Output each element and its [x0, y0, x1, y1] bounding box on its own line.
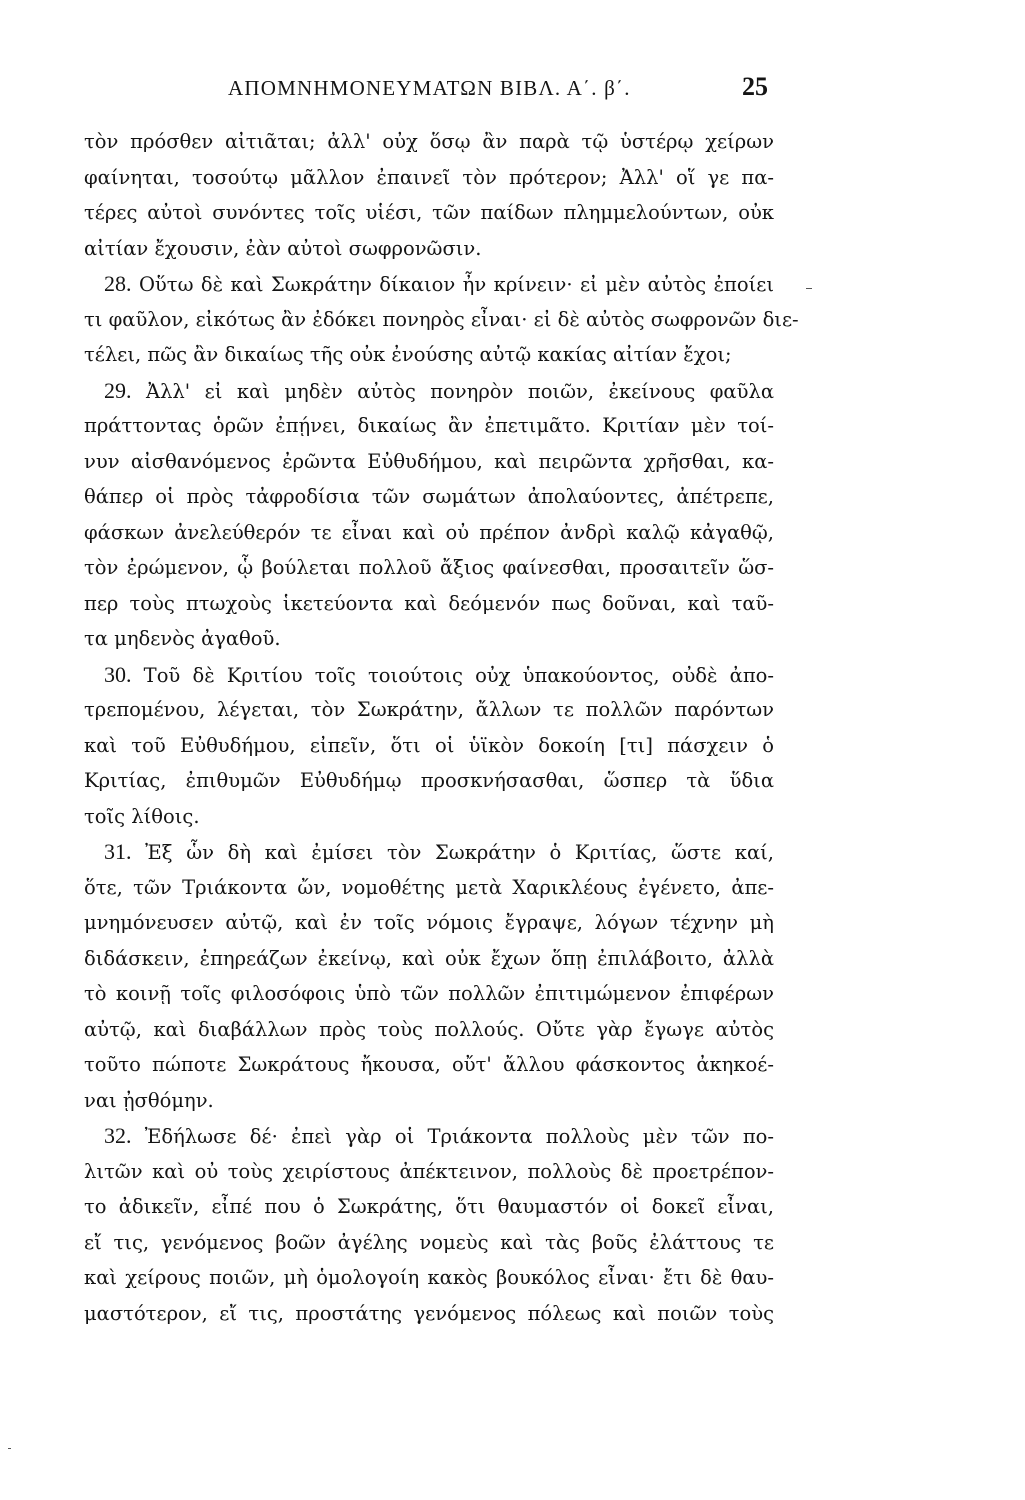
paragraph-31 [84, 834, 774, 1118]
paragraph-continuation [84, 124, 774, 266]
text-line: τὸ κοινῇ τοῖς φιλοσόφοις ὑπὸ τῶν πολλῶν ἐπιτιμώμενον ἐπιφέρων [84, 982, 774, 1005]
text-line: φάσκων ἀνελεύθερόν τε εἶναι καὶ οὐ πρέπον ἀνδρὶ καλῷ κἀγαθῷ, [84, 520, 774, 544]
text-line: αἰτίαν ἔχουσιν, ἐὰν αὐτοὶ σωφρονῶσιν. [84, 236, 482, 260]
section-number: 28. [104, 271, 132, 296]
text-line: τι φαῦλον, εἰκότως ἂν ἐδόκει πονηρὸς εἶναι· εἰ δὲ αὐτὸς σωφρονῶν διε- [84, 307, 799, 331]
text-line-content: Ἐξ ὧν δὴ καὶ ἐμίσει τὸν Σωκράτην ὁ Κριτίας, ὥστε καί, [131, 841, 774, 864]
margin-speck [806, 288, 812, 289]
text-line: τοῦτο πώποτε Σωκράτους ἤκουσα, οὔτ' ἄλλου φάσκοντος ἀκηκοέ- [84, 1053, 774, 1076]
text-line: μνημόνευσεν αὐτῷ, καὶ ἐν τοῖς νόμοις ἔγραψε, λόγων τέχνην μὴ [84, 911, 774, 934]
text-line [84, 834, 774, 870]
text-line: πράττοντας ὁρῶν ἐπῄνει, δικαίως ἂν ἐπετιμᾶτο. Κριτίαν μὲν τοί- [84, 414, 774, 437]
text-line: λιτῶν καὶ οὐ τοὺς χειρίστους ἀπέκτεινον, πολλοὺς δὲ προετρέπον- [84, 1159, 774, 1183]
text-line: το ἀδικεῖν, εἶπέ που ὁ Σωκράτης, ὅτι θαυμαστόν οἱ δοκεῖ εἶναι, [84, 1195, 774, 1218]
text-line [84, 373, 774, 409]
text-line: εἴ τις, γενόμενος βοῶν ἀγέλης νομεὺς καὶ τὰς βοῦς ἐλάττους τε [84, 1230, 774, 1254]
page-number: 25 [742, 72, 768, 101]
paragraph-28 [84, 266, 799, 373]
text-line: τέλει, πῶς ἂν δικαίως τῆς οὐκ ἐνούσης αὐτῷ κακίας αἰτίαν ἔχοι; [84, 343, 732, 366]
text-line: τέρες αὐτοὶ συνόντες τοῖς υἱέσι, τῶν παίδων πλημμελούντων, οὐκ [84, 201, 774, 224]
text-line: θάπερ οἱ πρὸς τἀφροδίσια τῶν σωμάτων ἀπολαύοντες, ἀπέτρεπε, [84, 485, 774, 508]
text-line-content: Ἀλλ' εἰ καὶ μηδὲν αὐτὸς πονηρὸν ποιῶν, ἐκείνους φαῦλα [131, 379, 774, 403]
text-line [84, 266, 774, 302]
text-line: μαστότερον, εἴ τις, προστάτης γενόμενος πόλεως καὶ ποιῶν τοὺς [84, 1301, 774, 1325]
text-line: αὐτῷ, καὶ διαβάλλων πρὸς τοὺς πολλούς. Οὔτε γὰρ ἔγωγε αὐτὸς [84, 1017, 774, 1041]
running-title: ΑΠΟΜΝΗΜΟΝΕΥΜΑΤΩΝ ΒΙΒΛ. Α΄. β΄. [228, 76, 631, 100]
text-line: τρεπομένου, λέγεται, τὸν Σωκράτην, ἄλλων τε πολλῶν παρόντων [84, 698, 774, 721]
section-number: 32. [104, 1123, 132, 1148]
text-line: καὶ τοῦ Εὐθυδήμου, εἰπεῖν, ὅτι οἱ ὑϊκὸν δοκοίη [τι] πάσχειν ὁ [84, 733, 774, 757]
text-line-content: Τοῦ δὲ Κριτίου τοῖς τοιούτοις οὐχ ὑπακούοντος, οὐδὲ ἀπο- [131, 663, 774, 687]
paragraph-30 [84, 657, 774, 835]
section-number: 31. [104, 839, 132, 864]
text-line: καὶ χείρους ποιῶν, μὴ ὁμολογοίη κακὸς βουκόλος εἶναι· ἔτι δὲ θαυ- [84, 1266, 774, 1289]
text-line: Κριτίας, ἐπιθυμῶν Εὐθυδήμῳ προσκνήσασθαι, ὥσπερ τὰ ὕδια [84, 769, 774, 792]
text-line: τοῖς λίθοις. [84, 804, 200, 828]
section-number: 29. [104, 377, 132, 403]
margin-speck [8, 1448, 11, 1449]
text-line-content: Οὕτω δὲ καὶ Σωκράτην δίκαιον ἦν κρίνειν· εἰ μὲν αὐτὸς ἐποίει [131, 273, 774, 296]
text-line: τα μηδενὸς ἀγαθοῦ. [84, 627, 281, 650]
text-line: φαίνηται, τοσούτῳ μᾶλλον ἐπαινεῖ τὸν πρότερον; Ἀλλ' οἵ γε πα- [84, 165, 774, 189]
section-number: 30. [104, 661, 132, 687]
running-head [0, 68, 1025, 108]
text-line: τὸν πρόσθεν αἰτιᾶται; ἀλλ' οὐχ ὅσῳ ἂν παρὰ τῷ ὑστέρῳ χείρων [84, 130, 774, 153]
text-line: νυν αἰσθανόμενος ἐρῶντα Εὐθυδήμου, καὶ πειρῶντα χρῆσθαι, κα- [84, 449, 774, 473]
text-line: διδάσκειν, ἐπηρεάζων ἐκείνῳ, καὶ οὐκ ἔχων ὅπῃ ἐπιλάβοιτο, ἀλλὰ [84, 946, 774, 970]
text-line: ναι ᾐσθόμην. [84, 1088, 214, 1112]
paragraph-32 [84, 1118, 774, 1331]
text-line: τὸν ἐρώμενον, ᾧ βούλεται πολλοῦ ἄξιος φαίνεσθαι, προσαιτεῖν ὥσ- [84, 556, 774, 579]
paragraph-29 [84, 373, 774, 657]
text-line: ὅτε, τῶν Τριάκοντα ὤν, νομοθέτης μετὰ Χαρικλέους ἐγένετο, ἀπε- [84, 875, 774, 899]
text-line [84, 1118, 774, 1154]
text-line [84, 657, 774, 693]
text-line-content: Ἐδήλωσε δέ· ἐπεὶ γὰρ οἱ Τριάκοντα πολλοὺς μὲν τῶν πο- [131, 1125, 774, 1148]
body-text [84, 124, 799, 1331]
text-line: περ τοὺς πτωχοὺς ἱκετεύοντα καὶ δεόμενόν πως δοῦναι, καὶ ταῦ- [84, 591, 774, 615]
